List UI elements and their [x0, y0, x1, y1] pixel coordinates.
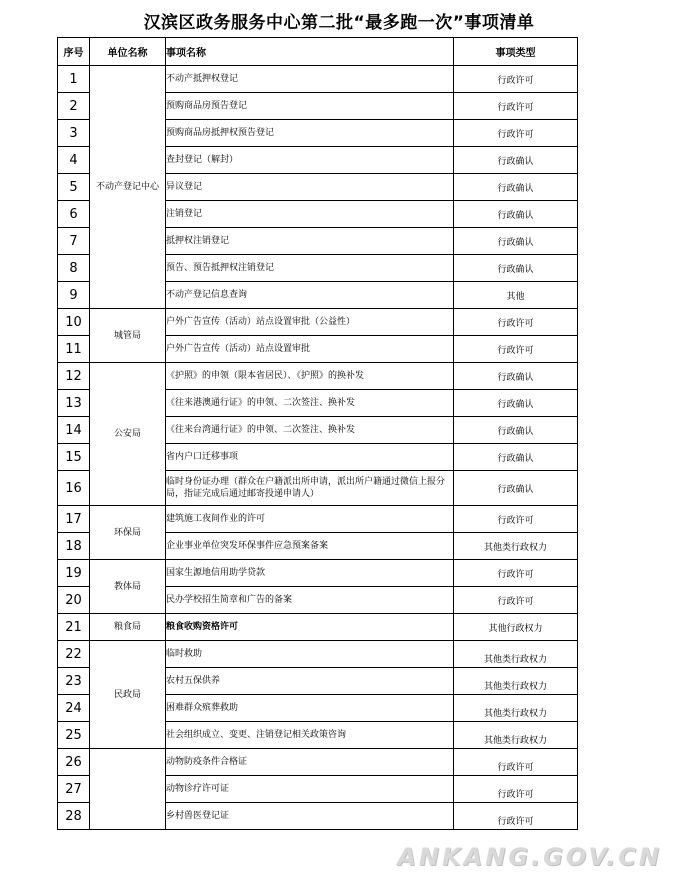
row-no: 2: [58, 93, 90, 120]
row-type: [454, 776, 578, 803]
row-type: 行政确认: [454, 390, 578, 417]
row-type: [454, 668, 578, 695]
row-type: [454, 722, 578, 749]
row-no: 28: [58, 803, 90, 830]
row-type-text: 其他类行政权力: [483, 735, 547, 746]
row-name: 省内户口迁移事项: [166, 444, 454, 471]
header-name: 事项名称: [166, 38, 454, 66]
unit-cell: 城管局: [90, 309, 166, 363]
table-row: [58, 309, 578, 336]
row-name: 预告、预告抵押权注销登记: [166, 255, 454, 282]
row-no: 20: [58, 587, 90, 614]
unit-cell: 公安局: [90, 363, 166, 506]
header-type: 事项类型: [454, 38, 578, 66]
row-name: 预购商品房抵押权预告登记: [166, 120, 454, 147]
row-type-text: 行政许可: [497, 789, 534, 800]
row-type: 行政确认: [454, 444, 578, 471]
row-no: 19: [58, 560, 90, 587]
row-no: 15: [58, 444, 90, 471]
row-no: 3: [58, 120, 90, 147]
row-no: 10: [58, 309, 90, 336]
unit-cell: 环保局: [90, 506, 166, 560]
row-name: 建筑施工夜间作业的许可: [166, 506, 454, 533]
row-name: 《往来港澳通行证》的申领、二次签注、换补发: [166, 390, 454, 417]
row-name: 《往来台湾通行证》的申领、二次签注、换补发: [166, 417, 454, 444]
row-name: 社会组织成立、变更、注销登记相关政策咨询: [166, 722, 454, 749]
table-row: [58, 363, 578, 390]
unit-cell: 粮食局: [90, 614, 166, 641]
row-no: 22: [58, 641, 90, 668]
row-name: 不动产登记信息查询: [166, 282, 454, 309]
unit-cell: [90, 749, 166, 830]
row-type-text: 其他类行政权力: [483, 708, 547, 719]
row-type: 其他行政权力: [454, 614, 578, 641]
row-type: 行政许可: [454, 93, 578, 120]
row-type-text: 行政许可: [497, 816, 534, 827]
row-name: 《护照》的申领（限本省居民）、《护照》的换补发: [166, 363, 454, 390]
row-name: 预购商品房预告登记: [166, 93, 454, 120]
row-type: 行政许可: [454, 506, 578, 533]
row-name: 困难群众殡葬救助: [166, 695, 454, 722]
row-type: 行政许可: [454, 120, 578, 147]
row-name: 民办学校招生简章和广告的备案: [166, 587, 454, 614]
row-type-text: 其他类行政权力: [483, 681, 547, 692]
row-type: 行政确认: [454, 174, 578, 201]
unit-cell: 教体局: [90, 560, 166, 614]
row-type: [454, 695, 578, 722]
row-name: 粮食收购资格许可: [166, 614, 454, 641]
row-no: 25: [58, 722, 90, 749]
row-name: 注销登记: [166, 201, 454, 228]
row-type: 行政确认: [454, 228, 578, 255]
table-row: [58, 66, 578, 93]
row-name: 户外广告宣传（活动）站点设置审批（公益性）: [166, 309, 454, 336]
row-type-text: 行政许可: [497, 762, 534, 773]
items-table: [57, 37, 578, 830]
page-title: 汉滨区政务服务中心第二批“最多跑一次”事项清单: [143, 13, 535, 33]
row-no: 11: [58, 336, 90, 363]
row-no: 21: [58, 614, 90, 641]
row-name: 农村五保供养: [166, 668, 454, 695]
table-row: [58, 560, 578, 587]
row-name: 企业事业单位突发环保事件应急预案备案: [166, 533, 454, 560]
site-watermark: ANKANG.GOV.CN: [397, 843, 662, 871]
row-type: 行政确认: [454, 363, 578, 390]
header-row: [58, 38, 578, 66]
row-type: 行政许可: [454, 560, 578, 587]
row-no: 9: [58, 282, 90, 309]
row-type: 行政许可: [454, 66, 578, 93]
row-no: 4: [58, 147, 90, 174]
row-type: 其他: [454, 282, 578, 309]
row-no: 17: [58, 506, 90, 533]
row-no: 12: [58, 363, 90, 390]
row-name: 不动产抵押权登记: [166, 66, 454, 93]
row-type: 行政许可: [454, 336, 578, 363]
row-type: 行政确认: [454, 201, 578, 228]
row-name: 户外广告宣传（活动）站点设置审批: [166, 336, 454, 363]
row-name: 国家生源地信用助学贷款: [166, 560, 454, 587]
row-name: 动物防疫条件合格证: [166, 749, 454, 776]
row-type: 其他类行政权力: [454, 533, 578, 560]
row-type: [454, 803, 578, 830]
row-name: 查封登记（解封）: [166, 147, 454, 174]
unit-cell: 不动产登记中心: [90, 66, 166, 309]
table-row: [58, 614, 578, 641]
row-no: 24: [58, 695, 90, 722]
row-name: 临时身份证办理（群众在户籍派出所申请，派出所户籍通过微信上报分局，指证完成后通过邮寄投递申请人）: [166, 471, 454, 506]
row-no: 6: [58, 201, 90, 228]
table-row: [58, 641, 578, 668]
row-no: 27: [58, 776, 90, 803]
row-name: 异议登记: [166, 174, 454, 201]
row-type: 行政确认: [454, 417, 578, 444]
row-type-text: 其他类行政权力: [483, 654, 547, 665]
row-no: 26: [58, 749, 90, 776]
header-unit: 单位名称: [90, 38, 166, 66]
table-row: [58, 506, 578, 533]
row-type: [454, 749, 578, 776]
row-type: [454, 641, 578, 668]
row-type: 行政确认: [454, 255, 578, 282]
row-no: 13: [58, 390, 90, 417]
table-row: [58, 749, 578, 776]
row-no: 5: [58, 174, 90, 201]
header-no: 序号: [58, 38, 90, 66]
row-name: 动物诊疗许可证: [166, 776, 454, 803]
row-type: 行政确认: [454, 471, 578, 506]
row-no: 18: [58, 533, 90, 560]
row-no: 7: [58, 228, 90, 255]
row-name: 临时救助: [166, 641, 454, 668]
row-type: 行政许可: [454, 309, 578, 336]
row-no: 8: [58, 255, 90, 282]
row-no: 14: [58, 417, 90, 444]
row-no: 16: [58, 471, 90, 506]
unit-cell: 民政局: [90, 641, 166, 749]
row-name: 抵押权注销登记: [166, 228, 454, 255]
row-no: 1: [58, 66, 90, 93]
row-no: 23: [58, 668, 90, 695]
row-type: 行政许可: [454, 587, 578, 614]
row-type: 行政确认: [454, 147, 578, 174]
row-name: 乡村兽医登记证: [166, 803, 454, 830]
